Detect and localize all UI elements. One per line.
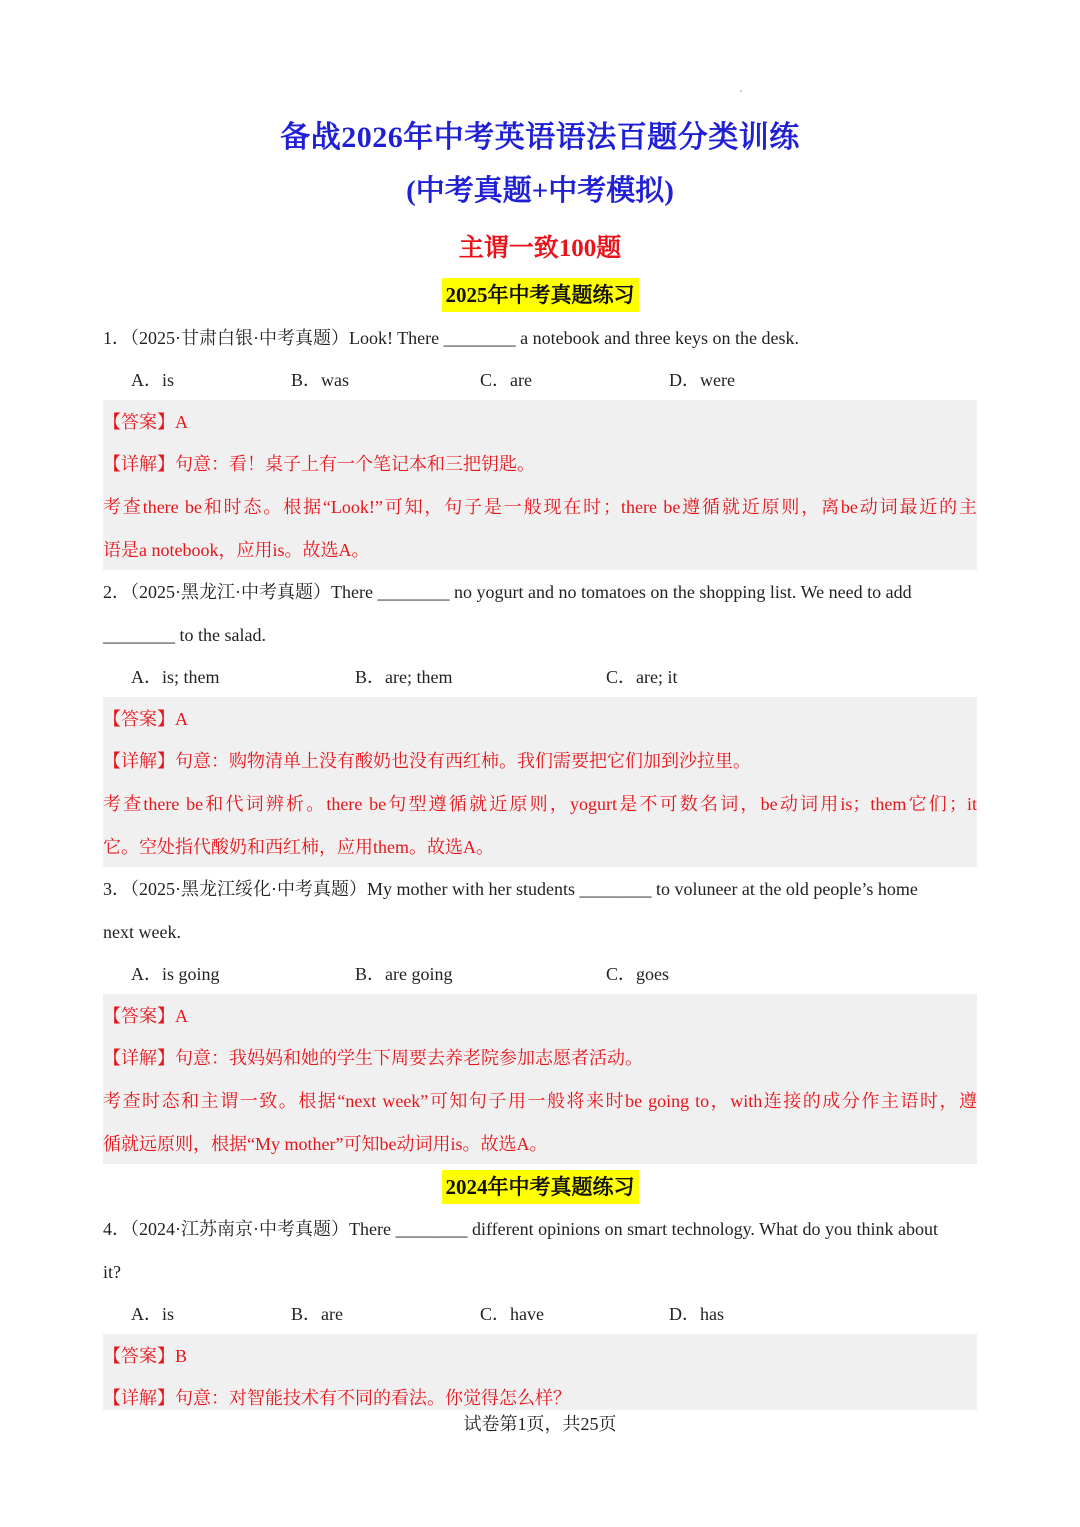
- q4-option-d: D．has: [669, 1304, 724, 1324]
- q4-option-b: B．are: [291, 1304, 343, 1324]
- page-footer: 试卷第1页，共25页: [463, 1414, 617, 1434]
- q3-explain-line-3: 循就远原则，根据“My mother”可知be动词用is。故选A。: [103, 1134, 548, 1154]
- q3-explain-line-1: 【详解】句意：我妈妈和她的学生下周要去养老院参加志愿者活动。: [103, 1048, 643, 1068]
- q4-explain-line-1: 【详解】句意：对智能技术有不同的看法。你觉得怎么样？: [103, 1388, 571, 1408]
- q2-option-c: C．are; it: [606, 667, 678, 687]
- question-4-line-2: it?: [103, 1262, 121, 1282]
- q2-explain-line-1: 【详解】句意：购物清单上没有酸奶也没有西红柿。我们需要把它们加到沙拉里。: [103, 751, 751, 771]
- decorative-dot: [740, 90, 742, 92]
- q2-option-a: A．is; them: [131, 667, 220, 687]
- q2-option-b: B．are; them: [355, 667, 453, 687]
- q4-option-a: A．is: [131, 1304, 175, 1324]
- section-heading-2025: [0, 278, 1080, 312]
- q1-answer: 【答案】A: [103, 412, 188, 432]
- section-label: 2025年中考真题练习: [442, 278, 639, 312]
- q3-option-c: C．goes: [606, 964, 669, 984]
- question-3-line-2: next week.: [103, 922, 181, 942]
- q1-option-a: A．is: [131, 370, 175, 390]
- q1-option-b: B．was: [291, 370, 349, 390]
- q2-explain-line-2: 考查there be和代词辨析。there be句型遵循就近原则，yogurt是不可数名词，be动词用is；them它们；it: [103, 794, 977, 814]
- question-2-line-1: 2．（2025·黑龙江·中考真题）There ________ no yogurt and no tomatoes on the shopping list. We need to add: [103, 582, 912, 602]
- q1-option-d: D．were: [669, 370, 735, 390]
- q2-answer: 【答案】A: [103, 709, 188, 729]
- question-1-line-1: 1．（2025·甘肃白银·中考真题）Look! There ________ a notebook and three keys on the desk.: [103, 328, 800, 348]
- q1-explain-line-1: 【详解】句意：看！桌子上有一个笔记本和三把钥匙。: [103, 454, 535, 474]
- doc-title: 备战2026年中考英语语法百题分类训练: [280, 121, 800, 154]
- q4-answer: 【答案】B: [103, 1346, 188, 1366]
- q3-option-a: A．is going: [131, 964, 220, 984]
- question-2-line-2: ________ to the salad.: [103, 625, 266, 645]
- q3-option-b: B．are going: [355, 964, 453, 984]
- topic-title: 主谓一致100题: [458, 235, 622, 262]
- q3-answer: 【答案】A: [103, 1006, 188, 1026]
- question-3-line-1: 3．（2025·黑龙江绥化·中考真题）My mother with her students ________ to voluneer at the old people’s home: [103, 879, 918, 899]
- section-label: 2024年中考真题练习: [442, 1170, 639, 1204]
- q3-explain-line-2: 考查时态和主谓一致。根据“next week”可知句子用一般将来时be going to，with连接的成分作主语时，遵: [103, 1091, 977, 1111]
- q1-option-c: C．are: [480, 370, 532, 390]
- q4-option-c: C．have: [480, 1304, 544, 1324]
- q2-explain-line-3: 它。空处指代酸奶和西红柿，应用them。故选A。: [103, 837, 494, 857]
- q1-explain-line-2: 考查there be和时态。根据“Look!”可知，句子是一般现在时；there be遵循就近原则，离be动词最近的主: [103, 497, 977, 517]
- section-heading-2024: [0, 1170, 1080, 1204]
- question-4-line-1: 4．（2024·江苏南京·中考真题）There ________ different opinions on smart technology. What do you think about: [103, 1219, 939, 1239]
- q1-explain-line-3: 语是a notebook，应用is。故选A。: [103, 540, 370, 560]
- doc-subtitle: (中考真题+中考模拟): [406, 175, 674, 207]
